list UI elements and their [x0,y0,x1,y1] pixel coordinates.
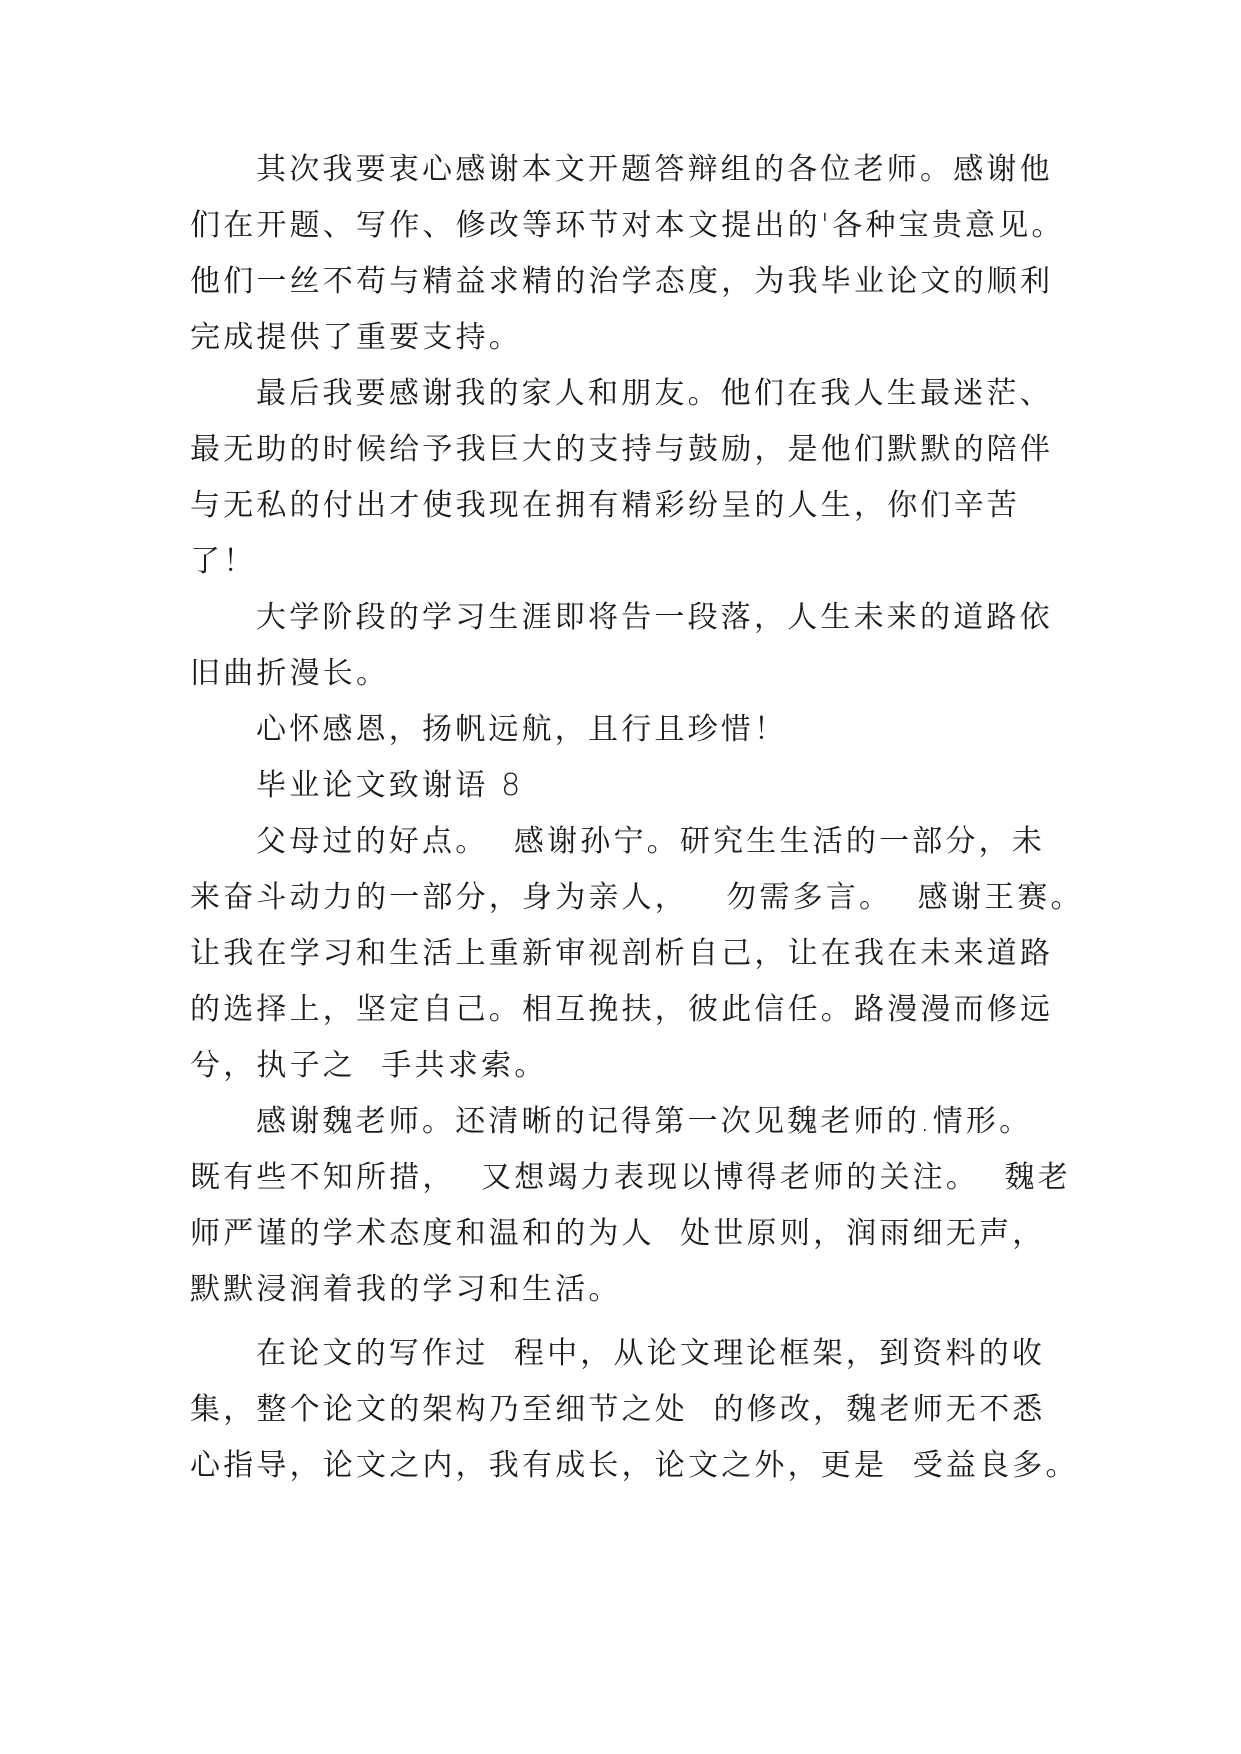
paragraph-line: 让我在学习和生活上重新审视剖析自己，让在我在未来道路 [190,936,1054,971]
paragraph-line: 默默浸润着我的学习和生活。 [190,1272,622,1307]
paragraph-line: 他们一丝不苟与精益求精的治学态度，为我毕业论文的顺利 [190,264,1054,299]
paragraph-line: 既有些不知所措， 又想竭力表现以博得老师的关注。 魏老 [190,1160,1071,1195]
paragraph-line: 来奋斗动力的一部分，身为亲人， 勿需多言。 感谢王赛。 [190,880,1084,915]
paragraph-line: 与无私的付出才使我现在拥有精彩纷呈的人生，你们辛苦 [190,488,1020,523]
paragraph-line: 心怀感恩，扬帆远航，且行且珍惜！ [256,712,788,747]
paragraph-line: 感谢魏老师。还清晰的记得第一次见魏老师的.情形。 [256,1104,1033,1139]
paragraph-line: 集，整个论文的架构乃至细节之处 的修改，魏老师无不悉 [190,1392,1046,1427]
paragraph-line: 在论文的写作过 程中，从论文理论框架，到资料的收 [256,1336,1046,1371]
paragraph-line: 了！ [190,544,257,579]
paragraph-line: 们在开题、写作、修改等环节对本文提出的'各种宝贵意见。 [190,208,1065,243]
paragraph-line: 最后我要感谢我的家人和朋友。他们在我人生最迷茫、 [256,376,1053,411]
paragraph-line: 大学阶段的学习生涯即将告一段落，人生未来的道路依 [256,600,1053,635]
paragraph-line: 父母过的好点。 感谢孙宁。研究生生活的一部分，未 [256,824,1046,859]
paragraph-line: 完成提供了重要支持。 [190,320,522,355]
paragraph-line: 的选择上，坚定自己。相互挽扶，彼此信任。路漫漫而修远 [190,992,1054,1027]
paragraph-line: 旧曲折漫长。 [190,656,390,691]
paragraph-line: 最无助的时候给予我巨大的支持与鼓励，是他们默默的陪伴 [190,432,1054,467]
section-heading: 毕业论文致谢语 8 [256,768,524,803]
paragraph-line: 师严谨的学术态度和温和的为人 处世原则，润雨细无声， [190,1216,1046,1251]
paragraph-line: 兮，执子之 手共求索。 [190,1048,548,1083]
paragraph-line: 其次我要衷心感谢本文开题答辩组的各位老师。感谢他 [256,152,1053,187]
paragraph-line: 心指导，论文之内，我有成长，论文之外，更是 受益良多。 [190,1448,1079,1483]
